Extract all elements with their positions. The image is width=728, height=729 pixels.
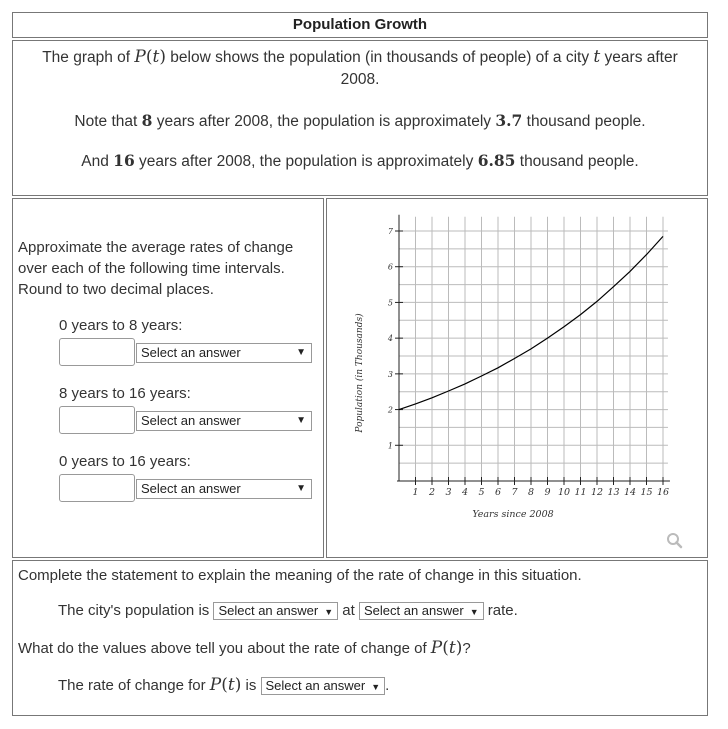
- x-tick-label: 6: [494, 487, 502, 498]
- magnifier-icon[interactable]: [668, 534, 681, 547]
- dropdown-arrow-icon: ▼: [469, 607, 479, 618]
- population-chart: [327, 199, 707, 557]
- page-title: Population Growth: [12, 12, 708, 38]
- y-tick-label: 5: [387, 298, 393, 308]
- dropdown-arrow-icon: ▼: [296, 483, 306, 494]
- trend-select[interactable]: Select an answer ▼: [213, 602, 338, 620]
- x-tick-label: 10: [557, 487, 571, 498]
- rate-question: What do the values above tell you about the rate of change of P(t)?: [18, 638, 471, 658]
- x-tick-label: 5: [478, 487, 485, 498]
- interval-label: 0 years to 16 years:: [59, 453, 191, 470]
- intro-paragraph-2: Note that 8 years after 2008, the population is approximately 3.7 thousand people.: [74, 111, 646, 130]
- rate-input-0-16[interactable]: [59, 474, 135, 502]
- x-tick-label: 12: [590, 487, 604, 498]
- x-tick-label: 4: [461, 487, 469, 498]
- y-tick-label: 3: [387, 369, 393, 379]
- statement-panel: [12, 560, 708, 716]
- dropdown-arrow-icon: ▼: [324, 607, 334, 618]
- x-axis-label: Years since 2008: [472, 509, 554, 520]
- y-tick-label: 1: [387, 441, 393, 451]
- x-tick-label: 9: [544, 487, 551, 498]
- rate-behavior-select[interactable]: Select an answer ▼: [261, 677, 386, 695]
- x-tick-label: 3: [445, 487, 452, 498]
- interval-label: 0 years to 8 years:: [59, 317, 183, 334]
- x-tick-label: 13: [607, 487, 620, 498]
- graph-panel: [326, 198, 708, 558]
- y-tick-label: 6: [387, 262, 393, 272]
- y-tick-label: 7: [387, 227, 393, 236]
- interval-label: 8 years to 16 years:: [59, 385, 191, 402]
- x-tick-label: 15: [640, 487, 653, 498]
- x-tick-label: 11: [574, 487, 587, 498]
- rate-type-select[interactable]: Select an answer ▼: [359, 602, 484, 620]
- x-tick-label: 1: [412, 487, 419, 498]
- statement-sentence: The city's population is Select an answer ▼ at Select an answer ▼ rate.: [58, 602, 518, 619]
- question-instructions: Approximate the average rates of change over each of the following time intervals. Round to two decimal places.: [18, 239, 294, 298]
- rate-input-0-8[interactable]: [59, 338, 135, 366]
- question-panel: [12, 198, 324, 558]
- rate-input-8-16[interactable]: [59, 406, 135, 434]
- y-tick-label: 2: [387, 405, 393, 415]
- statement-prompt: Complete the statement to explain the meaning of the rate of change in this situation.: [18, 567, 582, 584]
- x-tick-label: 14: [623, 487, 637, 498]
- x-tick-label: 16: [656, 487, 670, 498]
- y-axis-label: Population (in Thousands): [355, 313, 365, 433]
- x-tick-label: 2: [428, 487, 436, 498]
- x-tick-label: 7: [511, 487, 518, 498]
- y-tick-label: 4: [387, 334, 393, 344]
- intro-paragraph-3: And 16 years after 2008, the population is approximately 6.85 thousand people.: [81, 151, 639, 170]
- rate-answer-sentence: The rate of change for P(t) is Select an answer ▼ .: [58, 675, 390, 695]
- intro-panel: [12, 40, 708, 196]
- dropdown-arrow-icon: ▼: [296, 415, 306, 426]
- rate-unit-select-0-16[interactable]: Select an answer ▼: [136, 479, 312, 499]
- dropdown-arrow-icon: ▼: [296, 347, 306, 358]
- dropdown-arrow-icon: ▼: [371, 682, 381, 693]
- rate-unit-select-0-8[interactable]: Select an answer ▼: [136, 343, 312, 363]
- x-tick-label: 8: [527, 487, 535, 498]
- intro-paragraph-1: The graph of P(t) below shows the population (in thousands of people) of a city t years after 2008.: [42, 47, 678, 88]
- rate-unit-select-8-16[interactable]: Select an answer ▼: [136, 411, 312, 431]
